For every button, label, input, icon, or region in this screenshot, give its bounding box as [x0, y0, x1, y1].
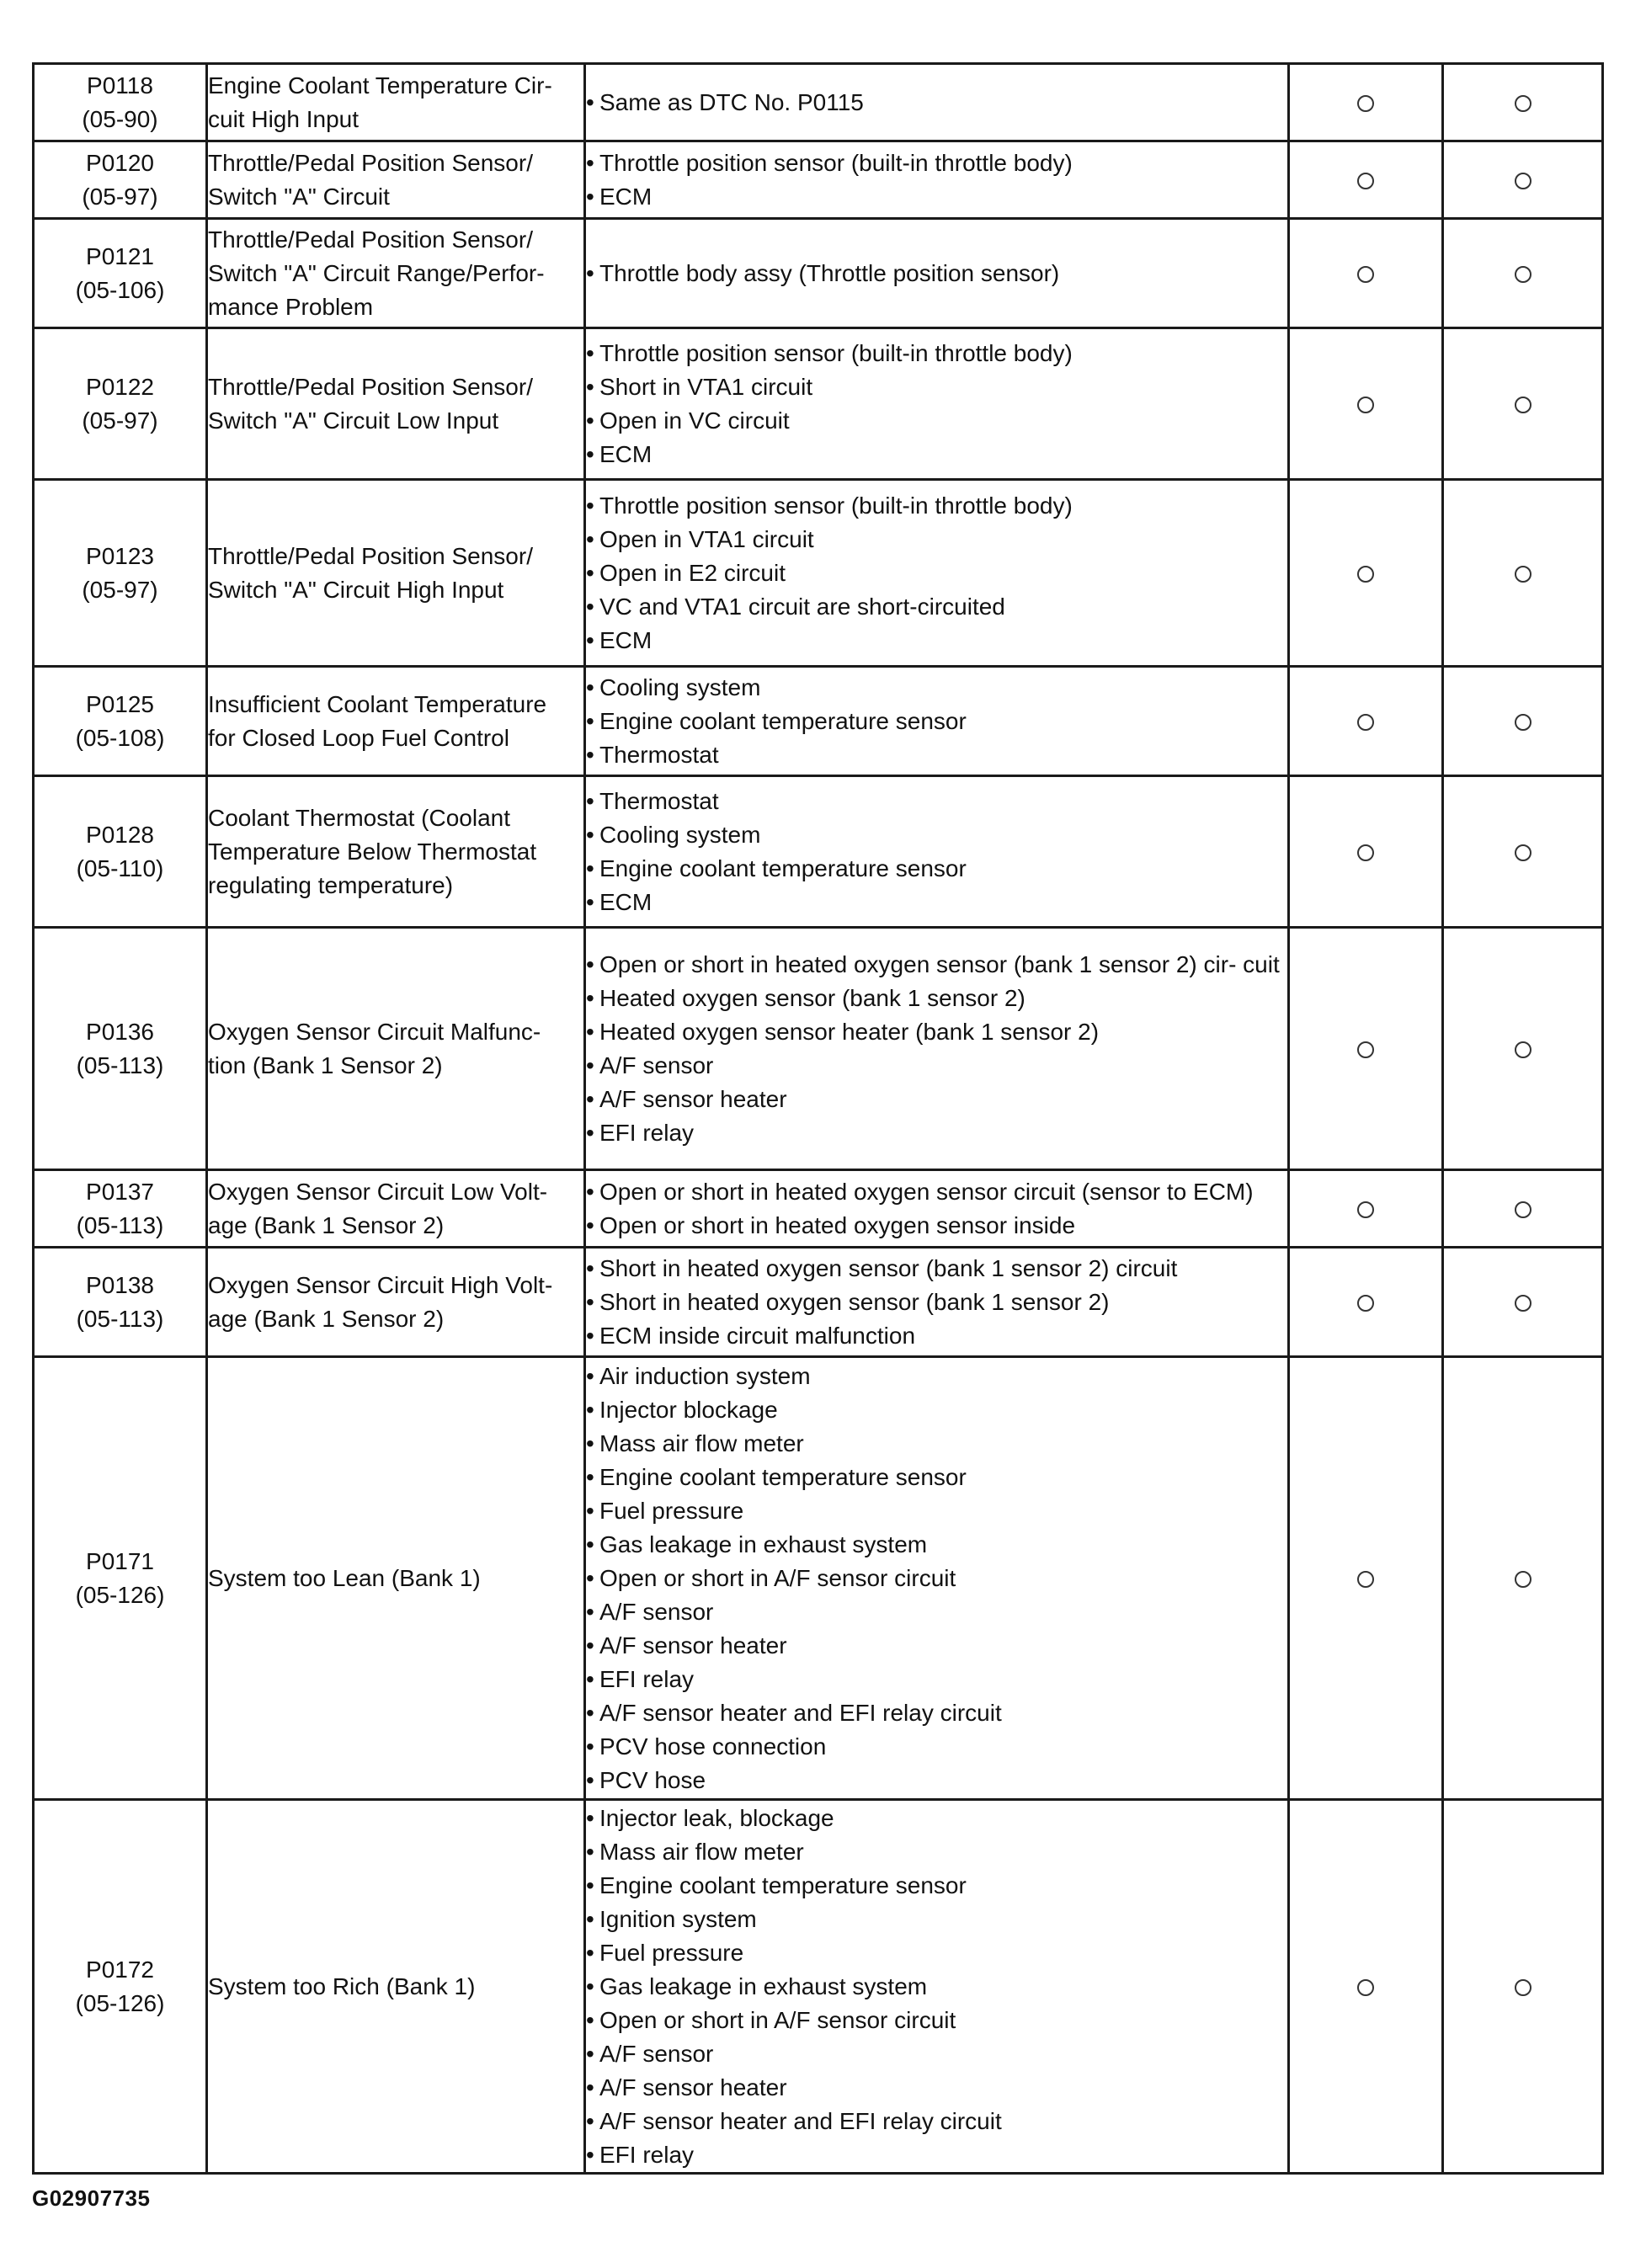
mark-cell — [1289, 928, 1443, 1170]
detection-item-line: Throttle/Pedal Position Sensor/ — [208, 542, 533, 569]
trouble-area-item: • Gas leakage in exhaust system — [586, 1528, 1287, 1562]
circle-mark-icon — [1357, 1201, 1374, 1218]
trouble-area-item: • Gas leakage in exhaust system — [586, 1970, 1287, 2004]
mark-cell — [1443, 141, 1603, 219]
dtc-page-ref: (05-97) — [82, 183, 158, 210]
circle-mark-icon — [1357, 1295, 1374, 1312]
mark-cell — [1289, 64, 1443, 141]
trouble-area-cell — [585, 1800, 1289, 2174]
trouble-area-item: • Ignition system — [586, 1903, 1287, 1936]
trouble-area-item: • Thermostat — [586, 738, 1287, 772]
detection-item-cell — [207, 219, 585, 328]
dtc-code: P0125 — [86, 690, 154, 717]
trouble-area-cell — [585, 1357, 1289, 1800]
trouble-area-cell — [585, 776, 1289, 928]
trouble-area-item: • Heated oxygen sensor heater (bank 1 sensor 2) — [586, 1015, 1287, 1049]
circle-mark-icon — [1515, 844, 1531, 861]
mark-cell — [1443, 328, 1603, 480]
detection-item-line: mance Problem — [208, 293, 374, 320]
trouble-area-item: • A/F sensor — [586, 2037, 1287, 2071]
dtc-page-ref: (05-113) — [76, 1051, 164, 1078]
trouble-area-item: • ECM — [586, 886, 1287, 919]
circle-mark-icon — [1357, 1979, 1374, 1996]
table-row — [34, 928, 1603, 1170]
dtc-cell — [34, 64, 207, 141]
circle-mark-icon — [1515, 173, 1531, 189]
trouble-area-item: • Open or short in A/F sensor circuit — [586, 1562, 1287, 1595]
mark-cell — [1289, 1170, 1443, 1248]
detection-item-line: Coolant Thermostat (Coolant — [208, 804, 510, 831]
trouble-area-item: • Open in E2 circuit — [586, 556, 1287, 590]
trouble-area-item: • Thermostat — [586, 785, 1287, 818]
table-row — [34, 1800, 1603, 2174]
trouble-area-item: • Cooling system — [586, 818, 1287, 852]
trouble-area-item: • Fuel pressure — [586, 1936, 1287, 1970]
mark-cell — [1443, 1248, 1603, 1357]
dtc-cell — [34, 480, 207, 667]
trouble-area-cell — [585, 928, 1289, 1170]
circle-mark-icon — [1357, 1041, 1374, 1058]
trouble-area-item: • PCV hose — [586, 1764, 1287, 1797]
mark-cell — [1289, 1800, 1443, 2174]
detection-item-cell — [207, 64, 585, 141]
trouble-area-cell — [585, 219, 1289, 328]
mark-cell — [1443, 667, 1603, 776]
trouble-area-item: • Throttle position sensor (built-in throttle body) — [586, 337, 1287, 370]
mark-cell — [1289, 1357, 1443, 1800]
dtc-page-ref: (05-113) — [76, 1305, 164, 1332]
trouble-area-item: • A/F sensor heater — [586, 1629, 1287, 1663]
dtc-page-ref: (05-126) — [75, 1581, 165, 1608]
circle-mark-icon — [1515, 714, 1531, 731]
trouble-area-item: • Mass air flow meter — [586, 1835, 1287, 1869]
trouble-area-item: • Heated oxygen sensor (bank 1 sensor 2) — [586, 982, 1287, 1015]
trouble-area-item: • Engine coolant temperature sensor — [586, 1461, 1287, 1494]
trouble-area-item: • ECM — [586, 180, 1287, 214]
mark-cell — [1289, 219, 1443, 328]
trouble-area-cell — [585, 141, 1289, 219]
dtc-page-ref: (05-97) — [82, 576, 158, 603]
dtc-code: P0172 — [86, 1956, 154, 1983]
trouble-area-item: • ECM — [586, 438, 1287, 471]
table-row — [34, 1170, 1603, 1248]
circle-mark-icon — [1515, 1295, 1531, 1312]
trouble-area-item: • Throttle position sensor (built-in throttle body) — [586, 489, 1287, 523]
trouble-area-item: • A/F sensor heater — [586, 2071, 1287, 2105]
mark-cell — [1443, 64, 1603, 141]
trouble-area-item: • ECM inside circuit malfunction — [586, 1319, 1287, 1353]
detection-item-line: Throttle/Pedal Position Sensor/ — [208, 226, 533, 253]
trouble-area-item: • Open or short in A/F sensor circuit — [586, 2004, 1287, 2037]
trouble-area-cell — [585, 328, 1289, 480]
detection-item-line: tion (Bank 1 Sensor 2) — [208, 1051, 443, 1078]
detection-item-line: Throttle/Pedal Position Sensor/ — [208, 149, 533, 176]
trouble-area-item: • EFI relay — [586, 1663, 1287, 1696]
detection-item-line: Switch "A" Circuit — [208, 183, 390, 210]
detection-item-line: for Closed Loop Fuel Control — [208, 724, 509, 751]
table-row — [34, 141, 1603, 219]
trouble-area-item: • A/F sensor heater — [586, 1083, 1287, 1116]
detection-item-cell — [207, 480, 585, 667]
detection-item-cell — [207, 1357, 585, 1800]
circle-mark-icon — [1357, 173, 1374, 189]
circle-mark-icon — [1357, 844, 1374, 861]
trouble-area-item: • Engine coolant temperature sensor — [586, 852, 1287, 886]
table-row — [34, 1357, 1603, 1800]
dtc-code: P0171 — [86, 1547, 154, 1574]
mark-cell — [1289, 141, 1443, 219]
dtc-page-ref: (05-97) — [82, 407, 158, 434]
circle-mark-icon — [1515, 566, 1531, 583]
circle-mark-icon — [1357, 95, 1374, 112]
trouble-area-item: • ECM — [586, 624, 1287, 658]
dtc-table — [32, 62, 1604, 2175]
mark-cell — [1443, 219, 1603, 328]
detection-item-line: Oxygen Sensor Circuit Malfunc- — [208, 1018, 541, 1045]
detection-item-line: System too Lean (Bank 1) — [208, 1564, 481, 1591]
trouble-area-item: • Throttle body assy (Throttle position sensor) — [586, 257, 1287, 290]
trouble-area-item: • Short in heated oxygen sensor (bank 1 sensor 2) circuit — [586, 1252, 1287, 1286]
trouble-area-item: • VC and VTA1 circuit are short-circuited — [586, 590, 1287, 624]
trouble-area-item: • Open in VTA1 circuit — [586, 523, 1287, 556]
detection-item-line: cuit High Input — [208, 105, 359, 132]
detection-item-line: age (Bank 1 Sensor 2) — [208, 1211, 445, 1238]
trouble-area-item: • EFI relay — [586, 1116, 1287, 1150]
circle-mark-icon — [1515, 266, 1531, 283]
circle-mark-icon — [1357, 714, 1374, 731]
trouble-area-item: • A/F sensor — [586, 1049, 1287, 1083]
mark-cell — [1443, 776, 1603, 928]
table-row — [34, 776, 1603, 928]
detection-item-line: regulating temperature) — [208, 871, 454, 898]
mark-cell — [1289, 1248, 1443, 1357]
trouble-area-item: • Injector blockage — [586, 1393, 1287, 1427]
circle-mark-icon — [1515, 1979, 1531, 1996]
detection-item-cell — [207, 141, 585, 219]
detection-item-cell — [207, 1248, 585, 1357]
trouble-area-cell — [585, 64, 1289, 141]
detection-item-line: Oxygen Sensor Circuit Low Volt- — [208, 1178, 548, 1205]
trouble-area-item: • Fuel pressure — [586, 1494, 1287, 1528]
dtc-code: P0122 — [86, 373, 154, 400]
dtc-page-ref: (05-108) — [75, 724, 165, 751]
detection-item-line: Engine Coolant Temperature Cir- — [208, 72, 552, 98]
dtc-code: P0136 — [86, 1018, 154, 1045]
trouble-area-item: • Short in VTA1 circuit — [586, 370, 1287, 404]
dtc-page-ref: (05-110) — [76, 854, 164, 881]
trouble-area-item: • Mass air flow meter — [586, 1427, 1287, 1461]
trouble-area-item: • Engine coolant temperature sensor — [586, 705, 1287, 738]
dtc-cell — [34, 1357, 207, 1800]
trouble-area-item: • Open in VC circuit — [586, 404, 1287, 438]
detection-item-cell — [207, 928, 585, 1170]
detection-item-cell — [207, 328, 585, 480]
detection-item-line: Throttle/Pedal Position Sensor/ — [208, 373, 533, 400]
mark-cell — [1289, 328, 1443, 480]
table-row — [34, 480, 1603, 667]
detection-item-line: Switch "A" Circuit High Input — [208, 576, 504, 603]
detection-item-cell — [207, 667, 585, 776]
circle-mark-icon — [1357, 397, 1374, 413]
detection-item-line: Switch "A" Circuit Low Input — [208, 407, 499, 434]
circle-mark-icon — [1515, 1201, 1531, 1218]
trouble-area-item: • Injector leak, blockage — [586, 1802, 1287, 1835]
table-row — [34, 667, 1603, 776]
trouble-area-item: • A/F sensor — [586, 1595, 1287, 1629]
table-row — [34, 219, 1603, 328]
trouble-area-item: • Engine coolant temperature sensor — [586, 1869, 1287, 1903]
trouble-area-item: • A/F sensor heater and EFI relay circuit — [586, 2105, 1287, 2138]
dtc-page-ref: (05-126) — [75, 1989, 165, 2016]
trouble-area-item: • Open or short in heated oxygen sensor inside — [586, 1209, 1287, 1243]
dtc-page-ref: (05-90) — [82, 105, 158, 132]
trouble-area-cell — [585, 1170, 1289, 1248]
dtc-code: P0121 — [86, 242, 154, 269]
circle-mark-icon — [1357, 1571, 1374, 1588]
mark-cell — [1443, 1170, 1603, 1248]
dtc-cell — [34, 1170, 207, 1248]
trouble-area-item: • Open or short in heated oxygen sensor circuit (sensor to ECM) — [586, 1175, 1287, 1209]
detection-item-line: Switch "A" Circuit Range/Perfor- — [208, 259, 545, 286]
table-row — [34, 1248, 1603, 1357]
trouble-area-item: • A/F sensor heater and EFI relay circuit — [586, 1696, 1287, 1730]
dtc-cell — [34, 1800, 207, 2174]
circle-mark-icon — [1515, 1041, 1531, 1058]
dtc-code: P0123 — [86, 542, 154, 569]
dtc-code: P0137 — [86, 1178, 154, 1205]
dtc-code: P0128 — [86, 821, 154, 848]
detection-item-line: Oxygen Sensor Circuit High Volt- — [208, 1271, 553, 1298]
dtc-cell — [34, 219, 207, 328]
dtc-cell — [34, 1248, 207, 1357]
detection-item-line: Insufficient Coolant Temperature — [208, 690, 547, 717]
mark-cell — [1443, 1357, 1603, 1800]
dtc-cell — [34, 928, 207, 1170]
trouble-area-cell — [585, 480, 1289, 667]
dtc-code: P0120 — [86, 149, 154, 176]
dtc-code: P0118 — [87, 72, 153, 98]
circle-mark-icon — [1515, 1571, 1531, 1588]
figure-code: G02907735 — [32, 2185, 151, 2211]
dtc-cell — [34, 328, 207, 480]
mark-cell — [1289, 667, 1443, 776]
trouble-area-item: • Same as DTC No. P0115 — [586, 86, 1287, 120]
mark-cell — [1443, 1800, 1603, 2174]
detection-item-cell — [207, 776, 585, 928]
dtc-cell — [34, 667, 207, 776]
mark-cell — [1443, 928, 1603, 1170]
detection-item-line: age (Bank 1 Sensor 2) — [208, 1305, 445, 1332]
dtc-cell — [34, 141, 207, 219]
trouble-area-item: • EFI relay — [586, 2138, 1287, 2172]
table-row — [34, 64, 1603, 141]
mark-cell — [1289, 480, 1443, 667]
trouble-area-cell — [585, 667, 1289, 776]
trouble-area-item: • Cooling system — [586, 671, 1287, 705]
trouble-area-item: • Open or short in heated oxygen sensor (bank 1 sensor 2) cir- cuit — [586, 948, 1287, 982]
dtc-code: P0138 — [86, 1271, 154, 1298]
circle-mark-icon — [1515, 95, 1531, 112]
mark-cell — [1289, 776, 1443, 928]
circle-mark-icon — [1357, 266, 1374, 283]
detection-item-cell — [207, 1170, 585, 1248]
dtc-page-ref: (05-113) — [76, 1211, 164, 1238]
trouble-area-item: • Throttle position sensor (built-in throttle body) — [586, 146, 1287, 180]
dtc-page-ref: (05-106) — [75, 276, 165, 303]
circle-mark-icon — [1515, 397, 1531, 413]
detection-item-line: System too Rich (Bank 1) — [208, 1973, 476, 1999]
mark-cell — [1443, 480, 1603, 667]
trouble-area-item: • Air induction system — [586, 1360, 1287, 1393]
table-row — [34, 328, 1603, 480]
dtc-cell — [34, 776, 207, 928]
trouble-area-item: • PCV hose connection — [586, 1730, 1287, 1764]
detection-item-line: Temperature Below Thermostat — [208, 838, 537, 865]
trouble-area-item: • Short in heated oxygen sensor (bank 1 sensor 2) — [586, 1286, 1287, 1319]
trouble-area-cell — [585, 1248, 1289, 1357]
circle-mark-icon — [1357, 566, 1374, 583]
detection-item-cell — [207, 1800, 585, 2174]
